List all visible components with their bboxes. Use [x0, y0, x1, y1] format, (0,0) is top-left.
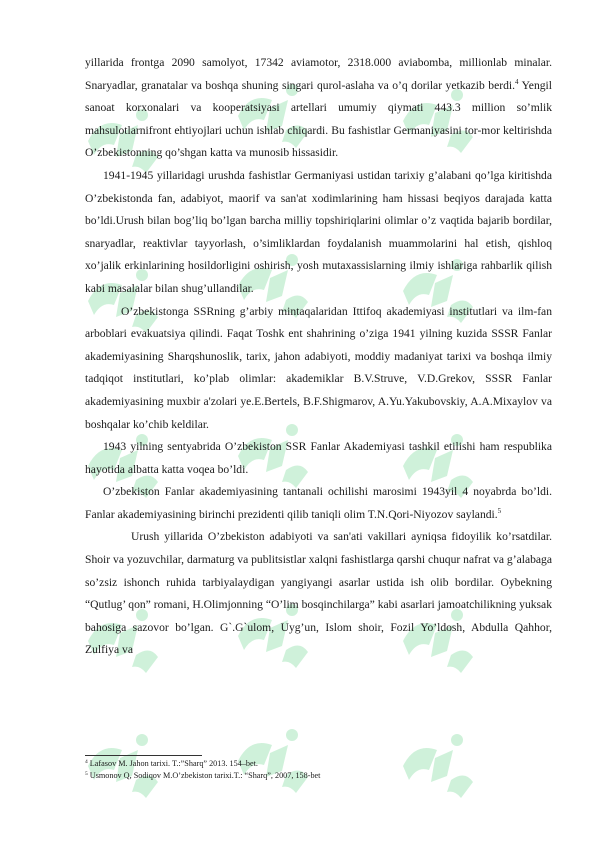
paragraph-text: Yengil sanoat korxonalari va kooperatsiyasi artellari umumiy qiymati 443.3 million so’mlik mahsulotlarnifront ehtiyojlari uchun ishlab chiqardi. Bu fashistlar Germaniyasini tor-mor keltirishda O’zbekistonning qo’shgan katta va munosib hissasidir. [85, 78, 552, 160]
footnote-5-marker: 5 [85, 771, 88, 777]
paragraph-1 [85, 52, 552, 165]
paragraph-text: O’zbekiston Fanlar akademiyasining tantanali ochilishi marosimi 1943yil 4 noyabrda bo’ldi. Fanlar akademiyasining birinchi prezidenti qilib taniqli olim T.N.Qori-Niyozov saylandi. [85, 485, 552, 521]
footnote-5 [85, 770, 552, 782]
paragraph-4 [85, 436, 552, 481]
paragraph-text: 1941-1945 yillaridagi urushda fashistlar Germaniyasi ustidan tarixiy g’alabani qo’lga kiritishda O’zbekistonda fan, adabiyot, maorif va san'at xodimlarining ham hissasi beqiyos darajada katta bo’ldi.Urush bilan bog’liq bo’lgan barcha milliy topshiriqlarini olimlar o’z vaqtida bajarib bordilar, snaryadlar, reaktivlar tayyorlash, o’simliklardan foydalanish muammolarini hal etish, qishloq xo’jalik erkinlarining hosildorligini oshirish, yosh mutaxassislarning ilmiy ishlariga rahbarlik qilish kabi masalalar bilan shug’ullandilar. [85, 168, 552, 295]
paragraph-2 [85, 165, 552, 301]
footnotes [85, 758, 552, 782]
paragraph-text: Urush yillarida O’zbekiston adabiyoti va san'ati vakillari ayniqsa fidoyilik ko’rsatdilar. Shoir va yozuvchilar, darmaturg va publitsistlar xalqni fashistlarga qarshi chuqur nafrat va g’alabaga so’zsiz ishonch ruhida tarbiyalaydigan yangiyangi asarlar ustida ish olib bordilar. Oybekning “Qutlug’ qon” romani, H.Olimjonning “O’lim bosqinchilarga” kabi asarlari jamoatchilikning yuksak bahosiga sazovor bo’lgan. G`.G`ulom, Uyg’un, Islom shoir, Fozil Yo’ldosh, Abdulla Qahhor, Zulfiya va [85, 530, 552, 657]
paragraph-text: yillarida frontga 2090 samolyot, 17342 aviamotor, 2318.000 aviabomba, millionlab minalar. Snaryadlar, granatalar va boshqa shuning singari qurol-aslaha va o’q dorilar yetkazib berdi. [85, 56, 552, 92]
footnote-5-text: Usmonov Q, Sodiqov M.O’zbekiston tarixi.T.: “Sharq”, 2007, 158-bet [89, 771, 321, 780]
paragraph-text: O’zbekistonga SSRning g’arbiy mintaqalaridan Ittifoq akademiyasi institutlari va ilm-fan arboblari evakuatsiya qilindi. Faqat Toshk ent shahrining o’ziga 1941 yilning kuzida SSSR Fanlar akademiyasining Sharqshunoslik, tarix, jahon adabiyoti, moddiy madaniyat tarixi va boshqa ilmiy tadqiqot institutlari, ko’plab olimlar: akademiklar B.V.Struve, V.D.Grekov, SSSR Fanlar akademiyasining muxbir a'zolari ye.E.Bertels, B.F.Shigmarov, A.Yu.Yakubovskiy, A.A.Mixaylov va boshqalar ko’chib keldilar. [85, 304, 552, 431]
footnote-separator [85, 755, 202, 756]
paragraph-5 [85, 481, 552, 526]
paragraph-3 [85, 301, 552, 437]
footnote-ref-4: 4 [515, 77, 519, 86]
body-text [85, 52, 552, 662]
footnote-4-marker: 4 [85, 759, 88, 765]
paragraph-text: 1943 yilning sentyabrida O’zbekiston SSR Fanlar Akademiyasi tashkil etilishi ham respublika hayotida albatta katta voqea bo’ldi. [85, 440, 552, 476]
footnote-ref-5: 5 [497, 506, 502, 515]
paragraph-6 [85, 526, 552, 662]
footnote-4-text: Lafasov M. Jahon tarixi. T.:”Sharq” 2013. 154–bet. [89, 759, 258, 768]
footnote-4 [85, 758, 552, 770]
